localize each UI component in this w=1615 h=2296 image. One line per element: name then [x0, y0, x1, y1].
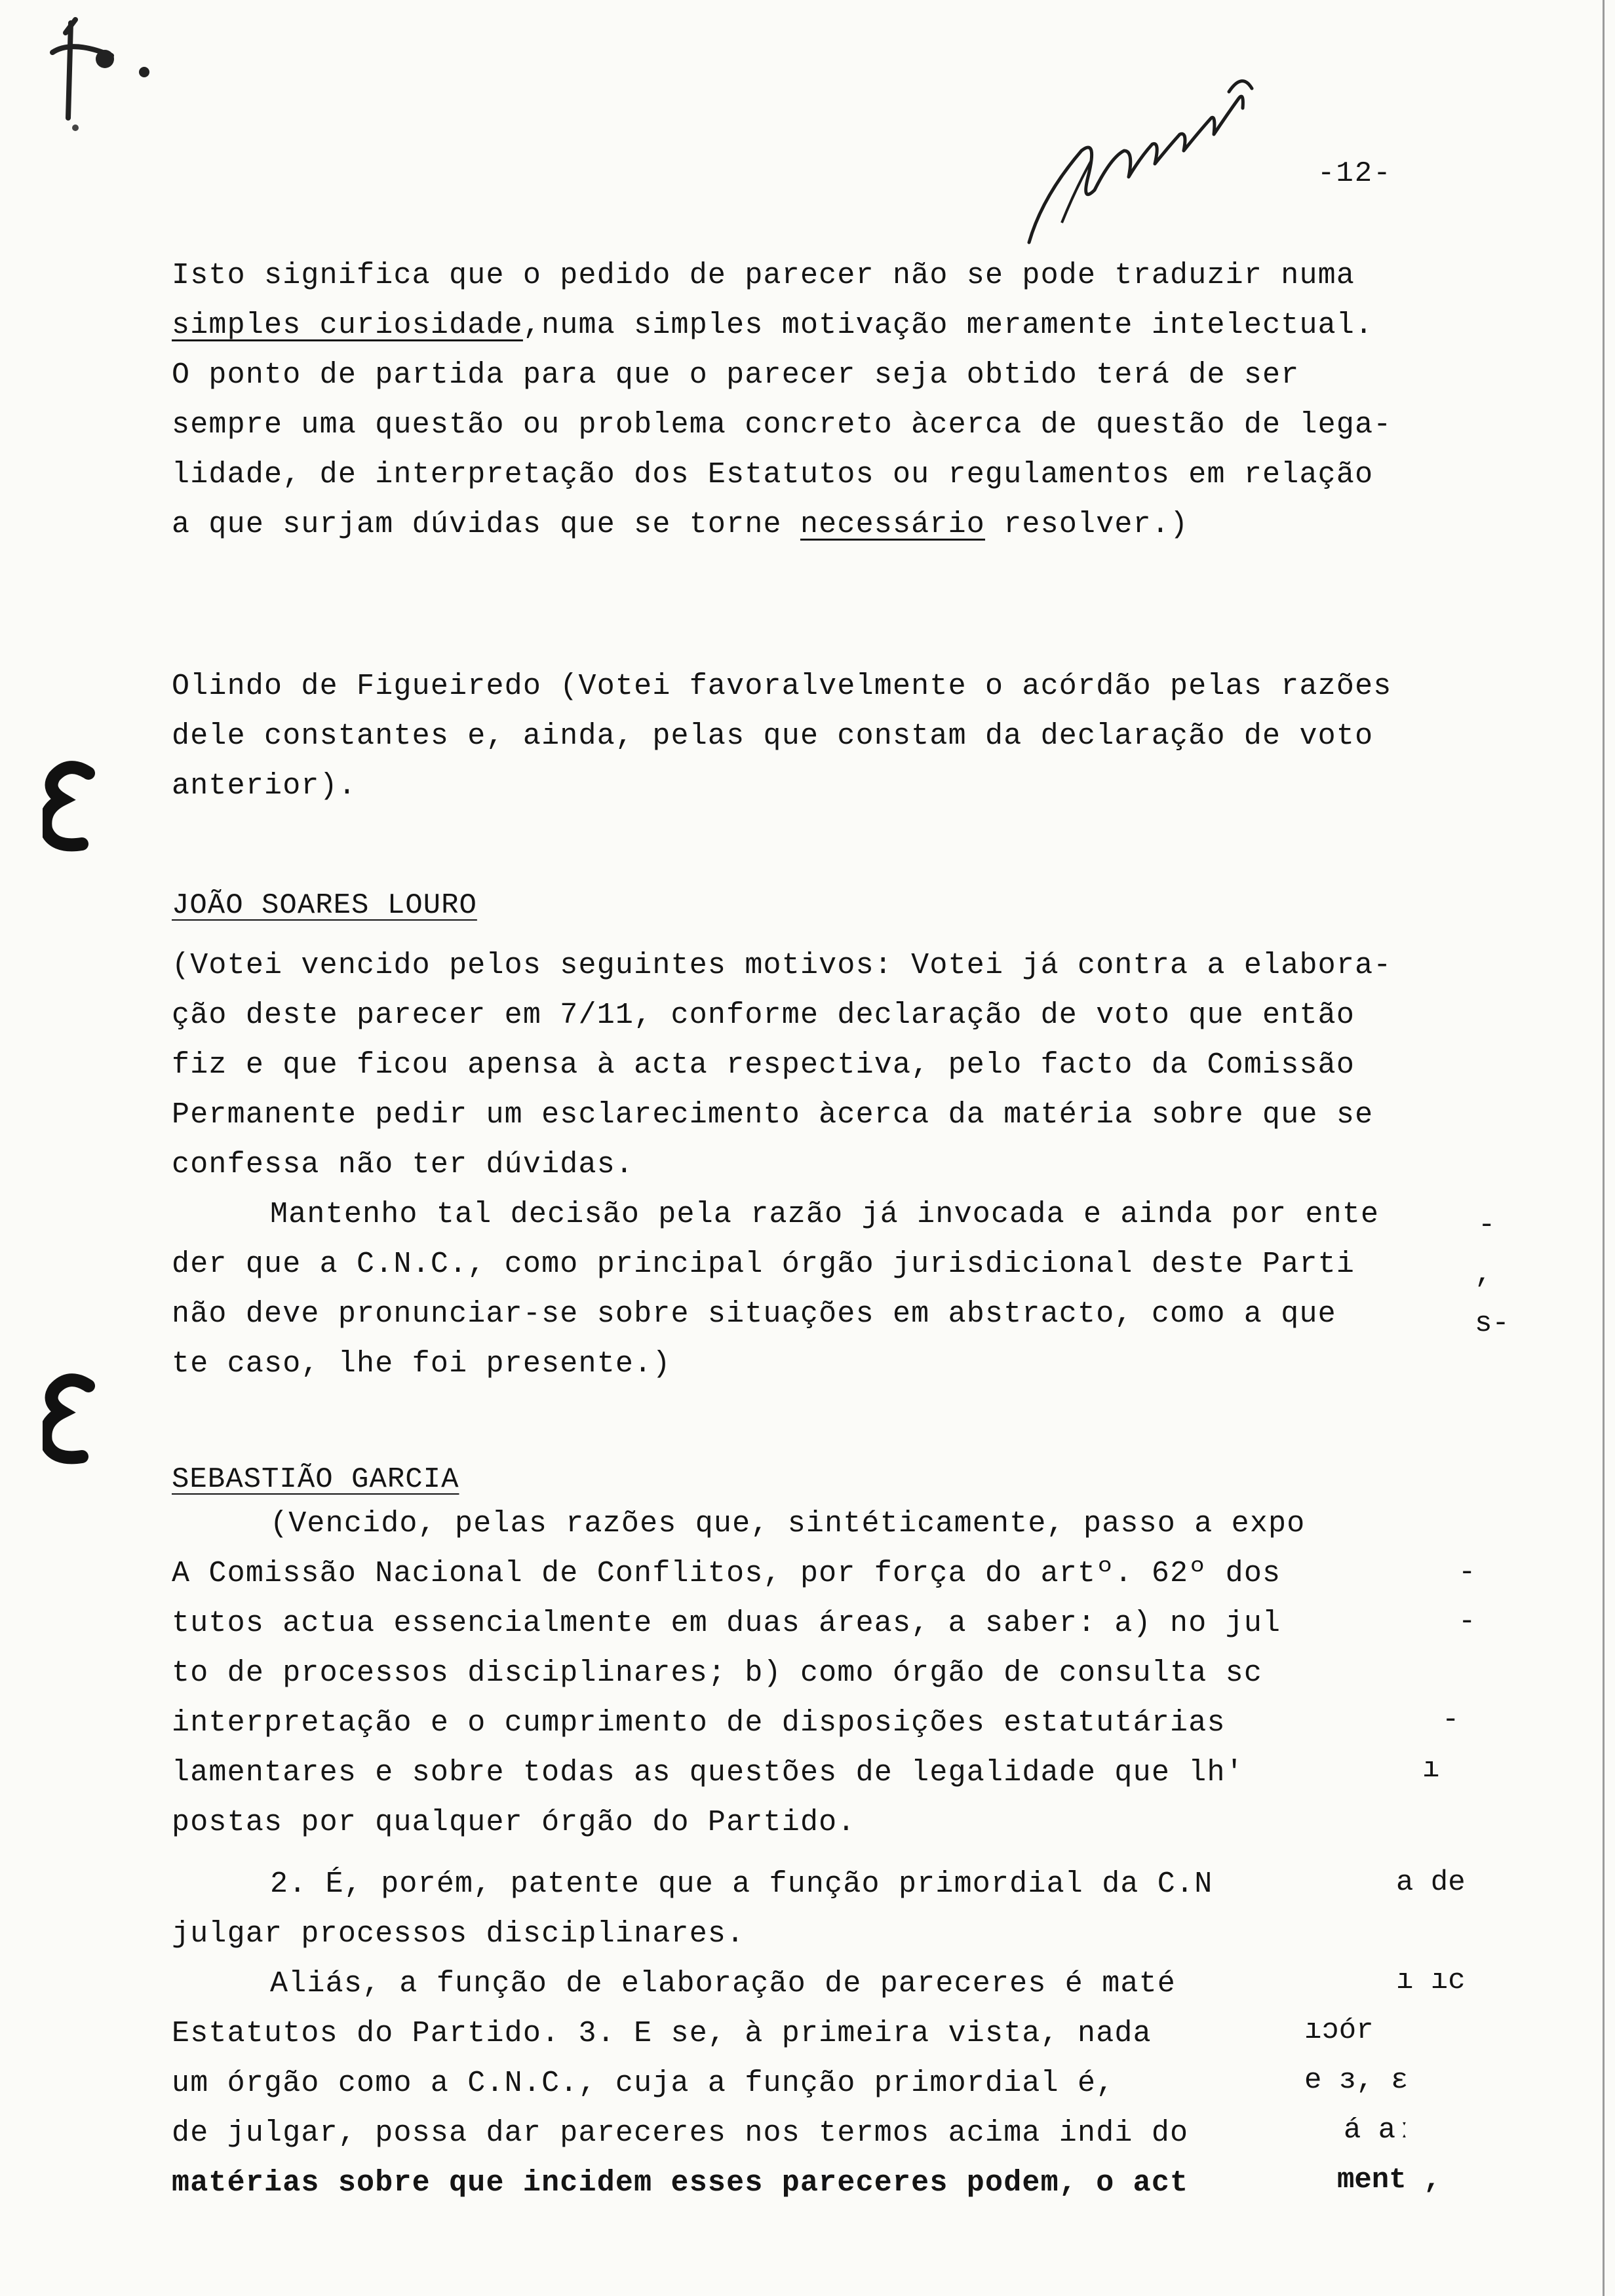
text-line: Olindo de Figueiredo (Votei favoralvelmente o acórdão pelas razões	[172, 670, 1392, 703]
handwritten-mark-icon	[39, 13, 157, 138]
text-line: julgar processos disciplinares.	[172, 1917, 745, 1951]
text-line: postas por qualquer órgão do Partido.	[172, 1806, 856, 1839]
text-fragment: a que surjam dúvidas que se torne	[172, 508, 800, 541]
text-line: te caso, lhe foi presente.)	[172, 1347, 671, 1381]
margin-mark: -	[1442, 1704, 1460, 1736]
text-line: Mantenho tal decisão pela razão já invocada e ainda por ente	[270, 1198, 1380, 1231]
text-line: fiz e que ficou apensa à acta respectiva, pelo facto da Comissão	[172, 1048, 1355, 1082]
text-line: ção deste parecer em 7/11, conforme declaração de voto que então	[172, 999, 1355, 1032]
text-line: to de processos disciplinares; b) como órgão de consulta sc	[172, 1656, 1263, 1690]
underlined-word: necessário	[800, 508, 985, 541]
text-line: A Comissão Nacional de Conflitos, por força do artº. 62º dos	[172, 1557, 1281, 1590]
declaration-olindo	[172, 662, 1515, 811]
paragraph-intro	[172, 251, 1515, 550]
text-line: Isto significa que o pedido de parecer não se pode traduzir numa	[172, 259, 1355, 292]
punch-hole-icon	[43, 760, 95, 852]
text-line: lamentares e sobre todas as questões de legalidade que lh'	[172, 1756, 1244, 1789]
declaration-sebastiao-text	[172, 1499, 1515, 1848]
text-line: dele constantes e, ainda, pelas que constam da declaração de voto	[172, 719, 1374, 753]
underlined-phrase: simples curiosidade	[172, 309, 523, 342]
margin-mark: ı ıc	[1396, 1964, 1466, 1997]
text-line: O ponto de partida para que o parecer seja obtido terá de ser	[172, 358, 1300, 392]
text-line: tutos actua essencialmente em duas áreas, a saber: a) no jul	[172, 1607, 1281, 1640]
text-line: interpretação e o cumprimento de disposições estatutárias	[172, 1706, 1226, 1740]
text-line: matérias sobre que incidem esses pareceres podem, o act	[172, 2166, 1189, 2200]
margin-mark: -	[1478, 1209, 1496, 1242]
text-line: sempre uma questão ou problema concreto àcerca de questão de lega-	[172, 408, 1392, 442]
punch-hole-top	[43, 760, 95, 855]
text-line: anterior).	[172, 769, 357, 803]
text-line: (Votei vencido pelos seguintes motivos: Votei já contra a elabora-	[172, 949, 1392, 982]
text-line	[172, 500, 1515, 550]
signature-icon	[983, 26, 1285, 249]
text-line: Aliás, a função de elaboração de pareceres é maté	[270, 1967, 1177, 2000]
punch-hole-bottom	[43, 1373, 95, 1468]
margin-mark: s-	[1475, 1307, 1509, 1340]
scan-edge-line	[1603, 0, 1605, 2296]
text-line: Estatutos do Partido. 3. E se, à primeira vista, nada	[172, 2017, 1152, 2050]
text-fragment: resolver.)	[985, 508, 1189, 541]
text-line: Permanente pedir um esclarecimento àcerca da matéria sobre que se	[172, 1098, 1374, 1132]
text-line: der que a C.N.C., como principal órgão jurisdicional deste Parti	[172, 1248, 1355, 1281]
declaration-joao-text	[172, 941, 1515, 1389]
text-line	[172, 301, 1515, 351]
text-fragment: ,numa simples motivação meramente intelectual.	[522, 309, 1374, 342]
section-heading-sebastiao: SEBASTIÃO GARCIA	[172, 1463, 459, 1496]
signature	[983, 26, 1285, 252]
page-number: -12-	[1317, 157, 1392, 190]
margin-mark: ıɔór	[1304, 2014, 1374, 2047]
text-line: confessa não ter dúvidas.	[172, 1148, 634, 1181]
margin-mark: -	[1458, 1605, 1476, 1638]
declaration-sebastiao	[172, 1460, 1515, 1499]
text-line: (Vencido, pelas razões que, sintéticamente, passo a expo	[270, 1507, 1306, 1540]
margin-mark: á aː	[1344, 2114, 1413, 2147]
margin-mark: ment ,	[1337, 2164, 1441, 2196]
punch-hole-icon	[43, 1373, 95, 1464]
text-line: 2. É, porém, patente que a função primordial da C.N	[270, 1867, 1213, 1901]
section-heading-joao: JOÃO SOARES LOURO	[172, 889, 477, 922]
margin-mark: ı	[1422, 1753, 1440, 1786]
margin-mark: a de	[1396, 1866, 1466, 1899]
text-line: lidade, de interpretação dos Estatutos ou regulamentos em relação	[172, 458, 1374, 491]
margin-mark: e ɜ, ɛ	[1304, 2064, 1409, 2097]
margin-mark: ,	[1475, 1258, 1492, 1291]
top-corner-mark	[39, 13, 157, 141]
text-line: de julgar, possa dar pareceres nos termos acima indi do	[172, 2116, 1189, 2150]
margin-mark: -	[1458, 1556, 1476, 1589]
declaration-joao	[172, 886, 1515, 925]
text-line: não deve pronunciar-se sobre situações em abstracto, como a que	[172, 1297, 1336, 1331]
text-line: um órgão como a C.N.C., cuja a função primordial é,	[172, 2067, 1115, 2100]
